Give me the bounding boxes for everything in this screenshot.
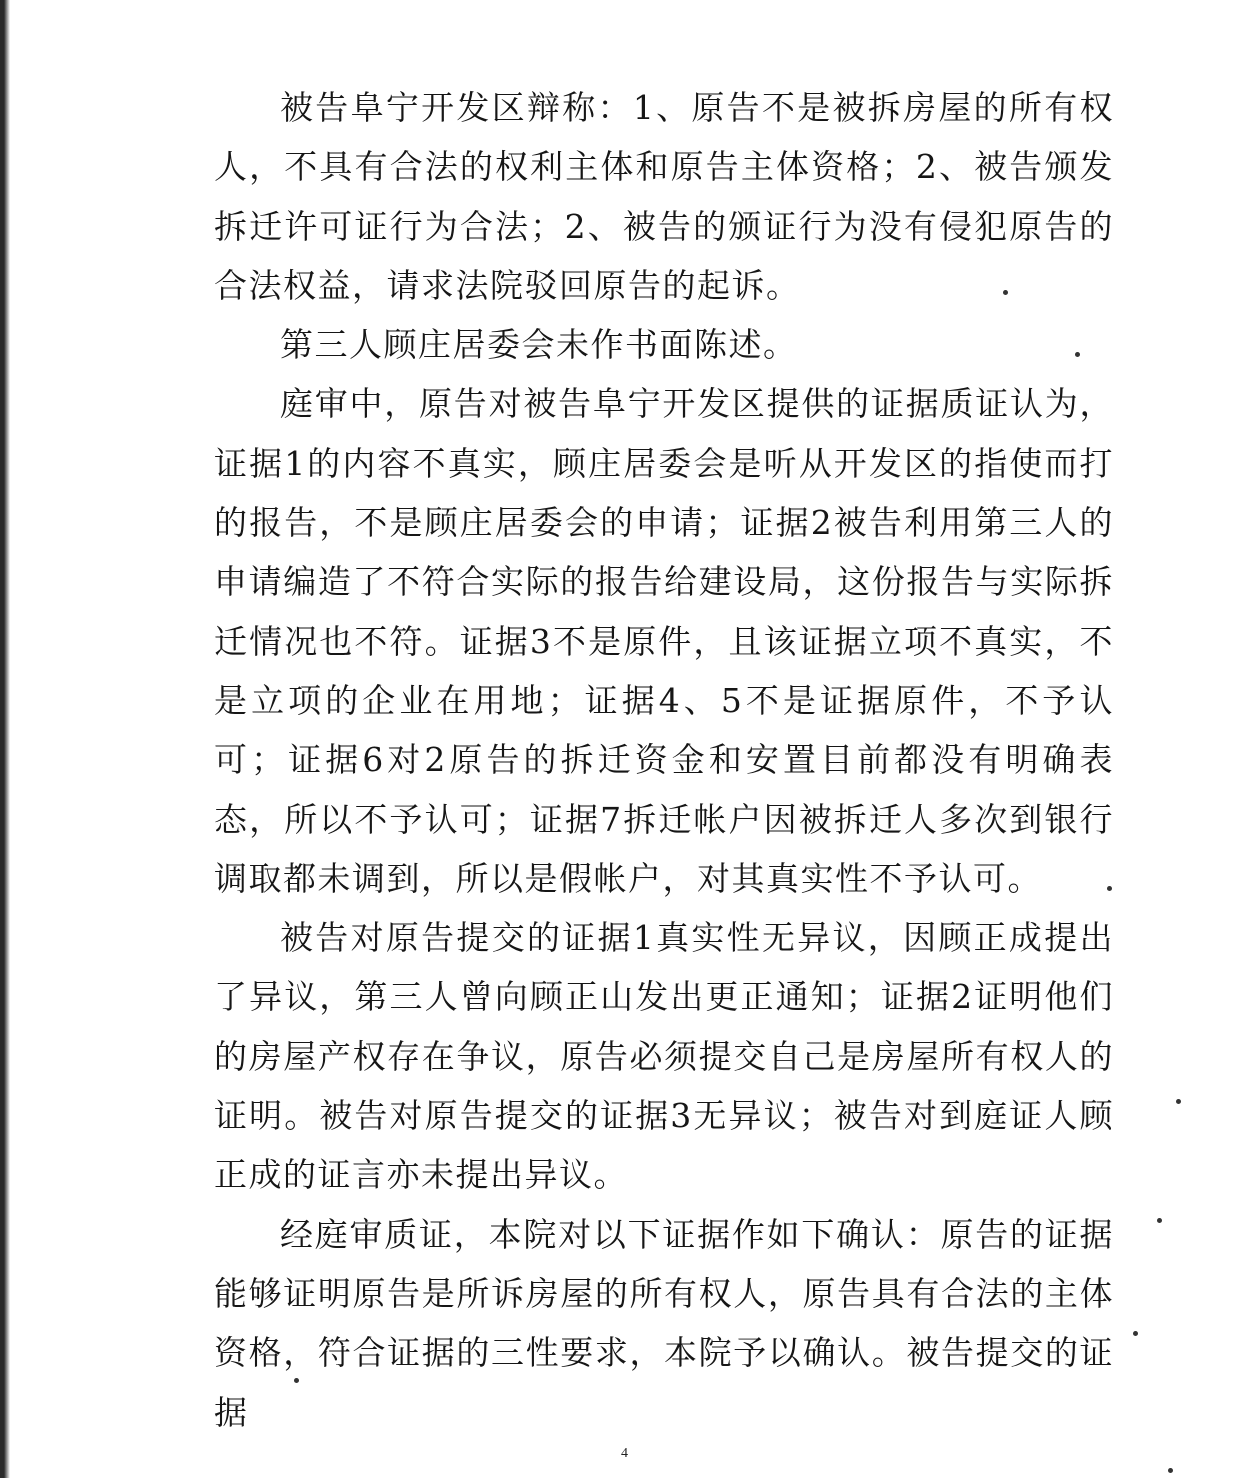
paragraph-defendant-plea: 被告阜宁开发区辩称：1、原告不是被拆房屋的所有权人，不具有合法的权利主体和原告主体资格；2、被告颁发拆迁许可证行为合法；2、被告的颁证行为没有侵犯原告的合法权益，请求法院驳回原告的起诉。 xyxy=(214,88,1114,305)
paragraph-plaintiff-cross-exam: 庭审中，原告对被告阜宁开发区提供的证据质证认为，证据1的内容不真实，顾庄居委会是听从开发区的指使而打的报告，不是顾庄居委会的申请；证据2被告利用第三人的申请编造了不符合实际的报告给建设局，这份报告与实际拆迁情况也不符。证据3不是原件，且该证据立项不真实，不是立项的企业在用地；证据4、5不是证据原件，不予认可；证据6对2原告的拆迁资金和安置目前都没有明确表态，所以不予认可；证据7拆迁帐户因被拆迁人多次到银行调取都未调到，所以是假帐户，对其真实性不予认可。 xyxy=(214,384,1114,898)
scan-speck xyxy=(1168,1468,1173,1473)
scan-speck xyxy=(1075,352,1080,357)
scan-speck xyxy=(294,1378,299,1383)
scan-speck xyxy=(1003,290,1008,295)
paragraph-third-party: 第三人顾庄居委会未作书面陈述。 xyxy=(280,325,798,365)
body-text xyxy=(214,78,1114,1442)
paragraph-court-finding: 经庭审质证，本院对以下证据作如下确认：原告的证据能够证明原告是所诉房屋的所有权人，原告具有合法的主体资格，符合证据的三性要求，本院予以确认。被告提交的证据 xyxy=(214,1214,1114,1432)
paragraph-defendant-cross-exam: 被告对原告提交的证据1真实性无异议，因顾正成提出了异议，第三人曾向顾正山发出更正通知；证据2证明他们的房屋产权存在争议，原告必须提交自己是房屋所有权人的证明。被告对原告提交的证据3无异议；被告对到庭证人顾正成的证言亦未提出异议。 xyxy=(214,918,1114,1195)
scan-speck xyxy=(1157,1218,1162,1223)
scan-speck xyxy=(1107,886,1112,891)
page-number: 4 xyxy=(621,1446,628,1461)
scan-speck xyxy=(1133,1331,1138,1336)
scan-speck xyxy=(1176,1099,1181,1104)
scan-edge xyxy=(0,0,10,1478)
